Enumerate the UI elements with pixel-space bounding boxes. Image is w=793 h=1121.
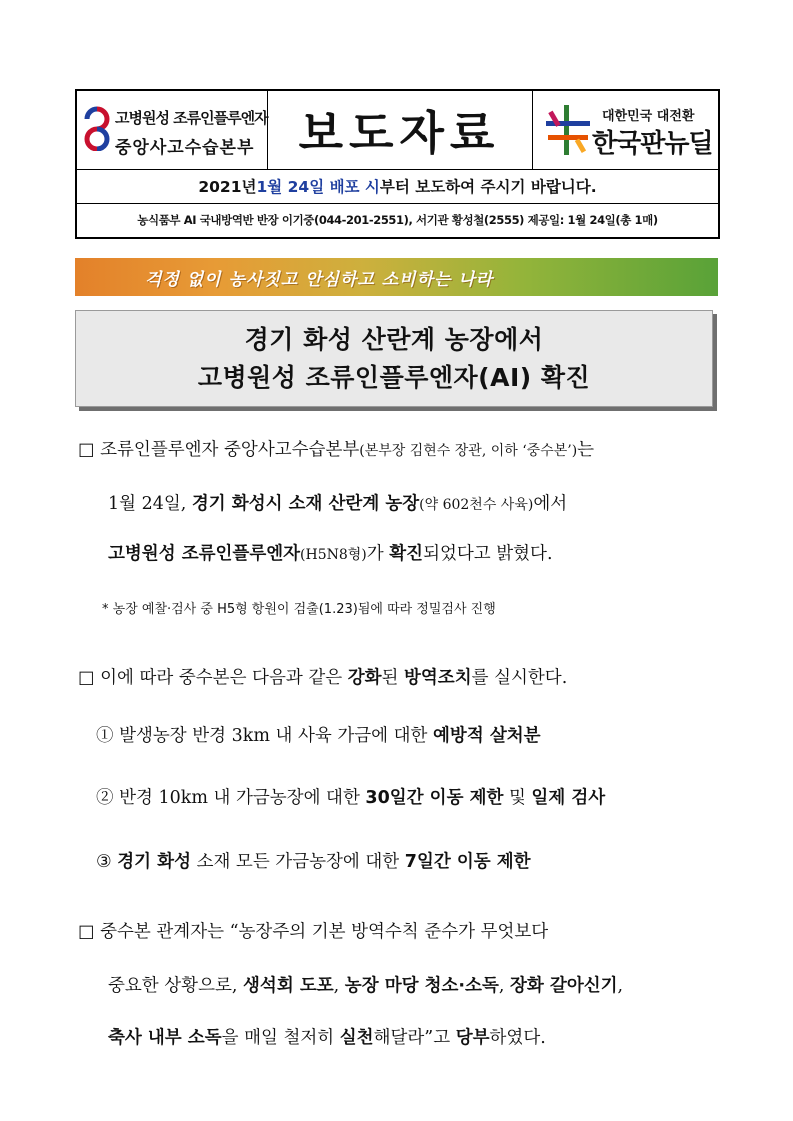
p3-bold: 장화 갈아신기 xyxy=(510,976,618,996)
p3-text: , xyxy=(498,976,511,996)
p1-line1 xyxy=(78,436,594,461)
measures-list xyxy=(96,722,716,872)
p3-line1 xyxy=(78,918,548,943)
embargo-suffix: 부터 보도하여 주시기 바랍니다. xyxy=(379,178,597,196)
p1-bold: 확진 xyxy=(389,544,424,564)
paragraph-3 xyxy=(78,918,718,1058)
p1-footnote: * 농장 예찰·검사 중 H5형 항원이 검출(1.23)됨에 따라 정밀검사 진행 xyxy=(102,602,496,617)
p2-line1 xyxy=(78,664,567,689)
item-bold: 경기 화성 xyxy=(117,852,191,872)
org-name-line2: 중앙사고수습본부 xyxy=(115,138,255,158)
brand-cell xyxy=(532,91,718,169)
p3-bold: 생석회 도포 xyxy=(243,976,334,996)
item-bold: 일제 검사 xyxy=(531,788,606,808)
item-text: 소재 모든 가금농장에 대한 xyxy=(191,852,405,872)
item-number: ③ xyxy=(96,852,112,872)
p2-text: 된 xyxy=(381,668,404,688)
headline-line2: 고병원성 조류인플루엔자(AI) 확진 xyxy=(197,362,591,392)
p1-text: 에서 xyxy=(533,494,568,514)
item-bold: 예방적 살처분 xyxy=(433,726,541,746)
p1-text: 는 xyxy=(577,440,595,460)
p1-text: 가 xyxy=(366,544,390,564)
p1-bold: 고병원성 조류인플루엔자 xyxy=(108,544,301,564)
item-text: 발생농장 반경 3km 내 사육 가금에 대한 xyxy=(119,726,434,746)
p3-bold: 당부 xyxy=(455,1028,490,1048)
item-text: 및 xyxy=(503,788,532,808)
p1-paren: (본부장 김현수 장관, 이하 ‘중수본’) xyxy=(359,443,578,459)
slogan-text: 걱정 없이 농사짓고 안심하고 소비하는 나라 xyxy=(145,269,494,290)
p3-bold: 실천 xyxy=(339,1028,374,1048)
header-top-row xyxy=(77,91,718,170)
p3-line2 xyxy=(108,972,623,997)
item-number: ② xyxy=(96,788,114,808)
embargo-date: 1월 24일 배포 시 xyxy=(256,178,380,196)
paragraph-1 xyxy=(78,436,718,626)
p1-text: 조류인플루엔자 중앙사고수습본부 xyxy=(100,440,360,460)
item-bold: 30일간 이동 제한 xyxy=(365,788,504,808)
p3-text: 중요한 상황으로, xyxy=(108,976,244,996)
document-title: 보도자료 xyxy=(267,91,533,169)
list-item xyxy=(96,784,605,809)
item-text: 반경 10km 내 가금농장에 대한 xyxy=(119,788,366,808)
item-bold: 7일간 이동 제한 xyxy=(404,852,531,872)
p3-text: , xyxy=(617,976,624,996)
p3-text: 해달라”고 xyxy=(373,1028,456,1048)
press-release-header xyxy=(75,89,720,239)
p1-paren: (H5N8형) xyxy=(300,547,367,563)
p2-bold: 강화 xyxy=(347,668,382,688)
p1-paren: (약 602천수 사육) xyxy=(419,497,534,513)
p2-bold: 방역조치 xyxy=(403,668,472,688)
embargo-row xyxy=(77,169,718,204)
p3-text: 하였다. xyxy=(489,1028,546,1048)
brand-name: 한국판뉴딜 xyxy=(592,129,713,159)
p3-text: , xyxy=(333,976,345,996)
p1-line3 xyxy=(108,540,553,565)
bullet-square: □ xyxy=(78,668,95,688)
p3-text: 중수본 관계자는 “농장주의 기본 방역수칙 준수가 무엇보다 xyxy=(100,922,549,942)
item-number: ① xyxy=(96,726,114,746)
org-name-line1: 고병원성 조류인플루엔자 xyxy=(115,109,268,127)
embargo-prefix: 2021년 xyxy=(198,178,257,196)
org-cell xyxy=(77,91,268,169)
taegeuk-emblem-icon xyxy=(83,105,111,151)
p1-text: 되었다고 밝혔다. xyxy=(423,544,553,564)
p3-text: 을 매일 철저히 xyxy=(221,1028,340,1048)
p1-bold: 경기 화성시 소재 산란계 농장 xyxy=(191,494,420,514)
p1-line2 xyxy=(108,490,567,515)
p3-bold: 축사 내부 소독 xyxy=(108,1028,222,1048)
bullet-square: □ xyxy=(78,922,95,942)
bullet-square: □ xyxy=(78,440,95,460)
new-deal-logo-icon xyxy=(542,103,592,157)
p2-text: 를 실시한다. xyxy=(471,668,568,688)
list-item xyxy=(96,848,531,873)
slogan-banner xyxy=(75,258,718,296)
p2-text: 이에 따라 중수본은 다음과 같은 xyxy=(100,668,348,688)
headline-line1: 경기 화성 산란계 농장에서 xyxy=(244,324,544,354)
contact-row: 농식품부 AI 국내방역반 반장 이기중(044-201-2551), 서기관 황성철(2555) 제공일: 1월 24일(총 1매) xyxy=(137,213,658,227)
p1-text: 1월 24일, xyxy=(108,494,192,514)
p3-line3 xyxy=(108,1024,546,1049)
headline-box xyxy=(75,310,713,407)
list-item xyxy=(96,722,541,747)
brand-subtitle: 대한민국 대전환 xyxy=(602,109,695,124)
paragraph-2 xyxy=(78,664,718,694)
p3-bold: 농장 마당 청소·소독 xyxy=(344,976,499,996)
